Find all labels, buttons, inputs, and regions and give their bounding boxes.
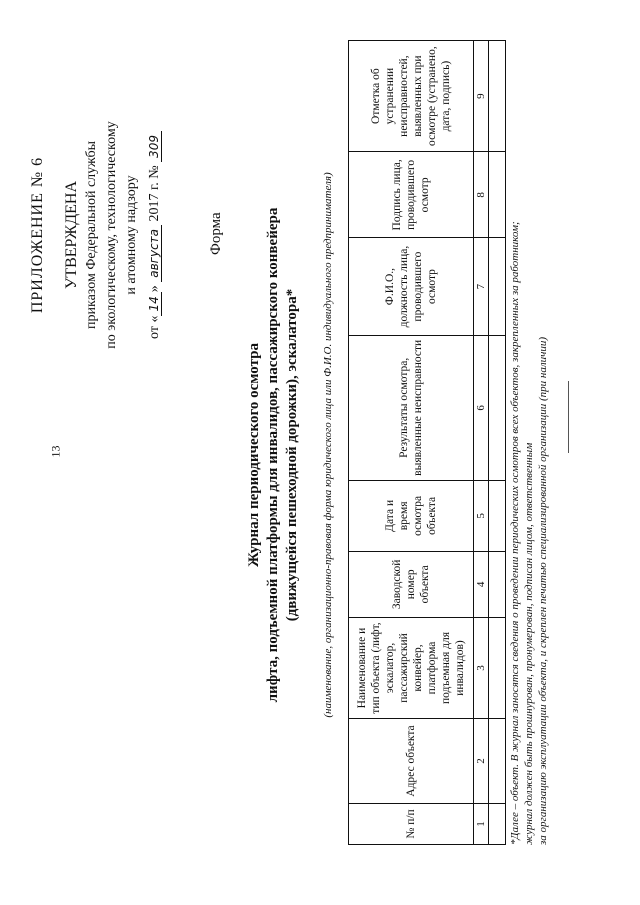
order-number: 309 [147, 131, 162, 162]
header-inspector-signature: Подпись лица, проводившего осмотр [349, 152, 474, 238]
header-results: Результаты осмотра, выявленные неисправности [349, 335, 474, 480]
header-object-type: Наименование и тип объекта (лифт, эскалатор, пассажирский конвейер, платформа подъемная для инвалидов) [349, 617, 474, 718]
table-cell [489, 617, 506, 718]
date-year: 2017 г. № [147, 165, 162, 222]
journal-title [245, 85, 302, 825]
approval-line-2: по экологическому, технологическому [104, 121, 119, 349]
table-cell [489, 803, 506, 844]
table-cell [489, 41, 506, 152]
date-day: 14 [147, 292, 162, 315]
column-number-2: 2 [474, 719, 489, 804]
approved-label: УТВЕРЖДЕНА [63, 181, 80, 290]
approval-line-3: и атомному надзору [124, 175, 139, 295]
table-cell [489, 480, 506, 551]
form-label: Форма [208, 212, 224, 255]
column-number-9: 9 [474, 41, 489, 152]
footnote-line-1: *Далее – объект. В журнал заносятся сведения о проведении периодических осмотров всех объектов, закрепленных за работником; [509, 221, 521, 845]
date-month: августа [147, 225, 162, 282]
column-number-3: 3 [474, 617, 489, 718]
appendix-title: ПРИЛОЖЕНИЕ № 6 [29, 156, 46, 314]
approval-line-1: приказом Федеральной службы [84, 141, 99, 329]
column-number-7: 7 [474, 238, 489, 335]
journal-title-line-1: Журнал периодического осмотра [246, 342, 262, 568]
journal-title-line-3: (движущейся пешеходной дорожки), эскалатора* [284, 288, 300, 622]
header-address: Адрес объекта [349, 719, 474, 804]
table-number-row [474, 41, 489, 845]
date-mid: » [147, 285, 162, 293]
page-number: 13 [48, 445, 63, 458]
header-defect-elimination: Отметка об устранении неисправностей, выявленных при осмотре (устранено, дата, подпись) [349, 41, 474, 152]
column-number-6: 6 [474, 335, 489, 480]
approval-block [28, 105, 165, 365]
table-cell [489, 335, 506, 480]
column-number-1: 1 [474, 803, 489, 844]
journal-title-line-2: лифта, подъемной платформы для инвалидов, пассажирского конвейера [265, 207, 281, 703]
journal-table [348, 40, 506, 845]
header-number: № п/п [349, 803, 474, 844]
date-prefix: от « [147, 315, 162, 339]
header-serial-number: Заводской номер объекта [349, 551, 474, 617]
footnote [508, 45, 550, 845]
table-cell [489, 152, 506, 238]
header-inspector-name: Ф.И.О., должность лица, проводившего осмотр [349, 238, 474, 335]
footnote-line-3: за организацию эксплуатации объекта, и скреплен печатью специализированной организации (при наличии) [537, 336, 549, 845]
column-number-5: 5 [474, 480, 489, 551]
rotated-page-content [20, 25, 620, 885]
footnote-divider [568, 381, 569, 453]
approval-date [144, 105, 165, 365]
table-cell [489, 719, 506, 804]
table-header-row [349, 41, 474, 845]
table-cell [489, 238, 506, 335]
table-cell [489, 551, 506, 617]
footnote-line-2: журнал должен быть прошнурован, пронумерован, подписан лицом, ответственным [523, 442, 535, 845]
organization-name-caption: (наименование, организационно-правовая форма юридического лица или Ф.И.О. индивидуального предпринимателя) [322, 172, 334, 718]
table-empty-row [489, 41, 506, 845]
column-number-4: 4 [474, 551, 489, 617]
header-inspection-date: Дата и время осмотра объекта [349, 480, 474, 551]
column-number-8: 8 [474, 152, 489, 238]
